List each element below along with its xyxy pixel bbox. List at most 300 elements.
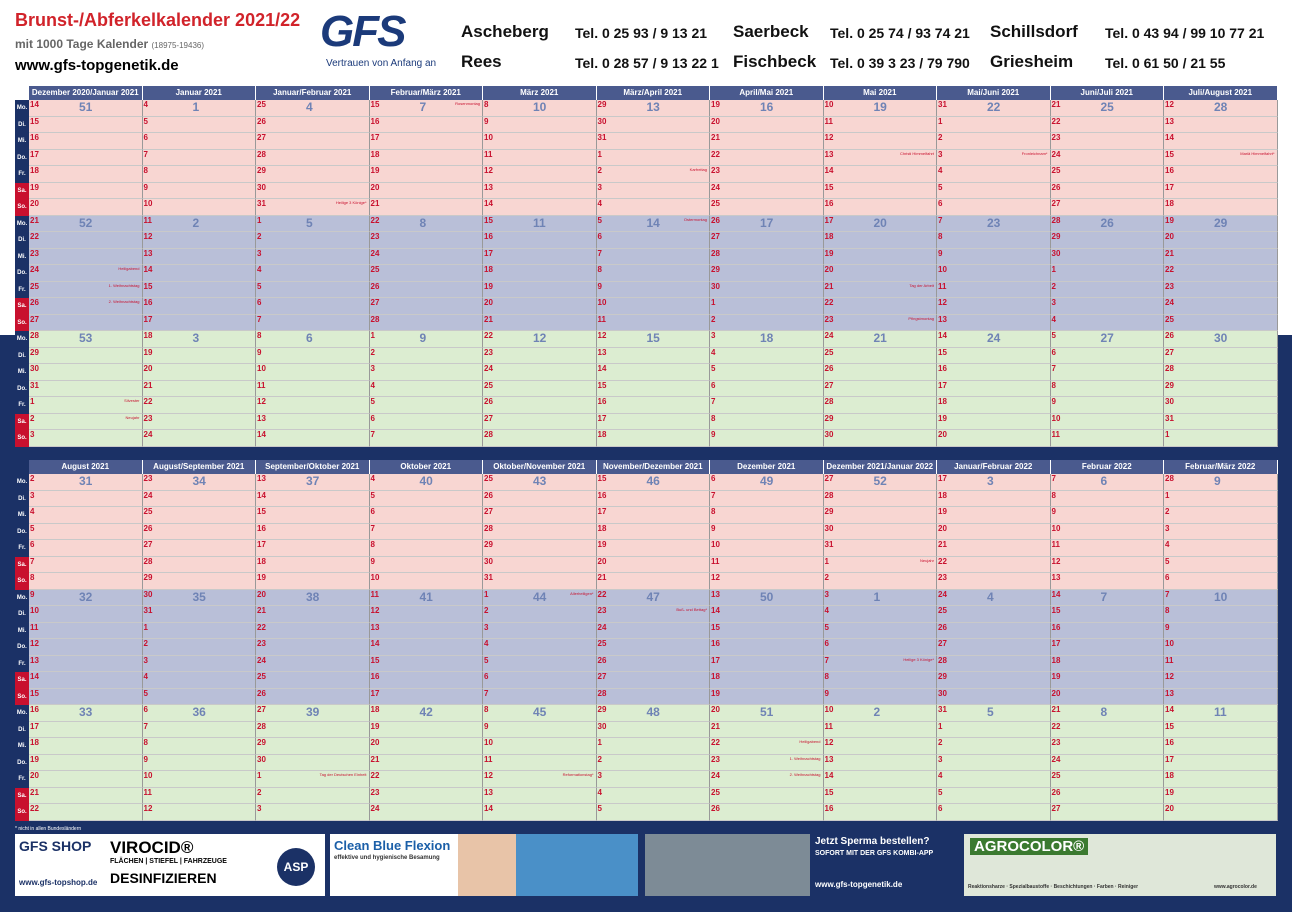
day-cell[interactable] — [256, 166, 370, 183]
day-cell[interactable] — [483, 656, 597, 673]
day-cell[interactable] — [256, 414, 370, 431]
day-cell[interactable] — [824, 381, 938, 398]
day-cell[interactable] — [256, 315, 370, 332]
day-cell[interactable] — [1051, 150, 1165, 167]
day-cell[interactable] — [597, 282, 711, 299]
website-link[interactable]: www.gfs-topgenetik.de — [15, 57, 179, 74]
day-cell[interactable] — [143, 381, 257, 398]
day-cell[interactable] — [597, 722, 711, 739]
day-cell[interactable] — [824, 606, 938, 623]
day-cell[interactable] — [370, 397, 484, 414]
day-cell[interactable] — [937, 117, 1051, 134]
day-cell[interactable] — [937, 397, 1051, 414]
day-cell[interactable] — [1051, 755, 1165, 772]
day-cell[interactable] — [710, 331, 824, 348]
day-cell[interactable] — [256, 672, 370, 689]
day-cell[interactable] — [370, 249, 484, 266]
day-cell[interactable] — [143, 199, 257, 216]
day-cell[interactable] — [597, 381, 711, 398]
day-cell[interactable] — [710, 722, 824, 739]
day-cell[interactable] — [143, 557, 257, 574]
day-cell[interactable] — [256, 117, 370, 134]
day-cell[interactable] — [1164, 282, 1278, 299]
day-cell[interactable] — [710, 689, 824, 706]
day-cell[interactable] — [937, 133, 1051, 150]
day-cell[interactable] — [1164, 573, 1278, 590]
day-cell[interactable] — [824, 474, 938, 491]
day-cell[interactable] — [1164, 639, 1278, 656]
day-cell[interactable] — [483, 414, 597, 431]
day-cell[interactable] — [710, 804, 824, 821]
day-cell[interactable] — [143, 150, 257, 167]
day-cell[interactable] — [29, 722, 143, 739]
day-cell[interactable] — [937, 199, 1051, 216]
day-cell[interactable] — [710, 249, 824, 266]
day-cell[interactable] — [937, 166, 1051, 183]
day-cell[interactable] — [937, 491, 1051, 508]
day-cell[interactable] — [1164, 606, 1278, 623]
day-cell[interactable] — [29, 282, 143, 299]
day-cell[interactable] — [483, 738, 597, 755]
day-cell[interactable] — [1164, 315, 1278, 332]
day-cell[interactable] — [370, 199, 484, 216]
day-cell[interactable] — [256, 282, 370, 299]
day-cell[interactable] — [483, 150, 597, 167]
day-cell[interactable] — [1164, 348, 1278, 365]
day-cell[interactable] — [597, 133, 711, 150]
day-cell[interactable] — [143, 623, 257, 640]
day-cell[interactable] — [29, 397, 143, 414]
day-cell[interactable] — [1051, 183, 1165, 200]
day-cell[interactable] — [937, 298, 1051, 315]
day-cell[interactable] — [710, 430, 824, 447]
day-cell[interactable] — [143, 507, 257, 524]
day-cell[interactable] — [370, 672, 484, 689]
day-cell[interactable] — [597, 491, 711, 508]
day-cell[interactable] — [256, 804, 370, 821]
day-cell[interactable] — [1164, 150, 1278, 167]
day-cell[interactable] — [1164, 397, 1278, 414]
day-cell[interactable] — [824, 788, 938, 805]
day-cell[interactable] — [597, 804, 711, 821]
day-cell[interactable] — [1051, 656, 1165, 673]
day-cell[interactable] — [937, 282, 1051, 299]
day-cell[interactable] — [710, 414, 824, 431]
day-cell[interactable] — [710, 232, 824, 249]
day-cell[interactable] — [937, 381, 1051, 398]
day-cell[interactable] — [1051, 722, 1165, 739]
day-cell[interactable] — [597, 606, 711, 623]
day-cell[interactable] — [1051, 507, 1165, 524]
day-cell[interactable] — [1164, 755, 1278, 772]
day-cell[interactable] — [370, 491, 484, 508]
day-cell[interactable] — [937, 788, 1051, 805]
day-cell[interactable] — [824, 265, 938, 282]
day-cell[interactable] — [256, 397, 370, 414]
day-cell[interactable] — [256, 474, 370, 491]
day-cell[interactable] — [256, 150, 370, 167]
day-cell[interactable] — [143, 705, 257, 722]
day-cell[interactable] — [1051, 265, 1165, 282]
day-cell[interactable] — [483, 705, 597, 722]
day-cell[interactable] — [1051, 738, 1165, 755]
day-cell[interactable] — [483, 232, 597, 249]
day-cell[interactable] — [143, 474, 257, 491]
day-cell[interactable] — [483, 672, 597, 689]
day-cell[interactable] — [937, 656, 1051, 673]
day-cell[interactable] — [143, 232, 257, 249]
day-cell[interactable] — [370, 282, 484, 299]
day-cell[interactable] — [937, 606, 1051, 623]
day-cell[interactable] — [1164, 788, 1278, 805]
day-cell[interactable] — [370, 298, 484, 315]
day-cell[interactable] — [370, 183, 484, 200]
day-cell[interactable] — [1051, 573, 1165, 590]
day-cell[interactable] — [483, 249, 597, 266]
day-cell[interactable] — [370, 381, 484, 398]
day-cell[interactable] — [483, 590, 597, 607]
day-cell[interactable] — [370, 331, 484, 348]
day-cell[interactable] — [597, 540, 711, 557]
day-cell[interactable] — [710, 755, 824, 772]
day-cell[interactable] — [370, 623, 484, 640]
day-cell[interactable] — [483, 771, 597, 788]
day-cell[interactable] — [710, 298, 824, 315]
day-cell[interactable] — [824, 672, 938, 689]
day-cell[interactable] — [483, 491, 597, 508]
day-cell[interactable] — [1164, 524, 1278, 541]
day-cell[interactable] — [937, 150, 1051, 167]
day-cell[interactable] — [143, 788, 257, 805]
day-cell[interactable] — [143, 689, 257, 706]
day-cell[interactable] — [483, 298, 597, 315]
day-cell[interactable] — [29, 656, 143, 673]
day-cell[interactable] — [710, 656, 824, 673]
day-cell[interactable] — [143, 524, 257, 541]
day-cell[interactable] — [29, 788, 143, 805]
day-cell[interactable] — [143, 573, 257, 590]
day-cell[interactable] — [1164, 199, 1278, 216]
day-cell[interactable] — [597, 232, 711, 249]
day-cell[interactable] — [370, 524, 484, 541]
day-cell[interactable] — [824, 771, 938, 788]
day-cell[interactable] — [29, 804, 143, 821]
day-cell[interactable] — [824, 755, 938, 772]
day-cell[interactable] — [143, 315, 257, 332]
day-cell[interactable] — [1164, 216, 1278, 233]
day-cell[interactable] — [483, 199, 597, 216]
day-cell[interactable] — [29, 232, 143, 249]
day-cell[interactable] — [29, 166, 143, 183]
day-cell[interactable] — [1051, 788, 1165, 805]
day-cell[interactable] — [1164, 804, 1278, 821]
day-cell[interactable] — [1164, 771, 1278, 788]
day-cell[interactable] — [937, 524, 1051, 541]
day-cell[interactable] — [597, 100, 711, 117]
day-cell[interactable] — [824, 315, 938, 332]
day-cell[interactable] — [1051, 672, 1165, 689]
day-cell[interactable] — [1051, 364, 1165, 381]
day-cell[interactable] — [256, 265, 370, 282]
day-cell[interactable] — [710, 166, 824, 183]
day-cell[interactable] — [1051, 804, 1165, 821]
day-cell[interactable] — [29, 100, 143, 117]
day-cell[interactable] — [824, 414, 938, 431]
day-cell[interactable] — [256, 216, 370, 233]
day-cell[interactable] — [29, 672, 143, 689]
day-cell[interactable] — [824, 331, 938, 348]
day-cell[interactable] — [710, 183, 824, 200]
day-cell[interactable] — [1051, 282, 1165, 299]
day-cell[interactable] — [256, 199, 370, 216]
day-cell[interactable] — [1051, 298, 1165, 315]
day-cell[interactable] — [824, 491, 938, 508]
day-cell[interactable] — [29, 265, 143, 282]
day-cell[interactable] — [597, 590, 711, 607]
ad-gfs-kombi-app[interactable] — [645, 834, 957, 896]
day-cell[interactable] — [824, 397, 938, 414]
day-cell[interactable] — [937, 331, 1051, 348]
day-cell[interactable] — [824, 722, 938, 739]
day-cell[interactable] — [710, 133, 824, 150]
day-cell[interactable] — [1051, 430, 1165, 447]
day-cell[interactable] — [1164, 298, 1278, 315]
day-cell[interactable] — [824, 507, 938, 524]
day-cell[interactable] — [256, 430, 370, 447]
day-cell[interactable] — [143, 755, 257, 772]
day-cell[interactable] — [937, 771, 1051, 788]
day-cell[interactable] — [597, 672, 711, 689]
day-cell[interactable] — [483, 133, 597, 150]
day-cell[interactable] — [597, 249, 711, 266]
day-cell[interactable] — [483, 540, 597, 557]
day-cell[interactable] — [256, 573, 370, 590]
day-cell[interactable] — [710, 199, 824, 216]
day-cell[interactable] — [370, 738, 484, 755]
day-cell[interactable] — [29, 249, 143, 266]
day-cell[interactable] — [710, 738, 824, 755]
day-cell[interactable] — [710, 100, 824, 117]
day-cell[interactable] — [29, 150, 143, 167]
day-cell[interactable] — [256, 381, 370, 398]
day-cell[interactable] — [937, 265, 1051, 282]
day-cell[interactable] — [710, 540, 824, 557]
day-cell[interactable] — [937, 430, 1051, 447]
day-cell[interactable] — [256, 331, 370, 348]
day-cell[interactable] — [29, 623, 143, 640]
day-cell[interactable] — [597, 656, 711, 673]
day-cell[interactable] — [29, 315, 143, 332]
day-cell[interactable] — [710, 282, 824, 299]
day-cell[interactable] — [1164, 672, 1278, 689]
day-cell[interactable] — [143, 540, 257, 557]
day-cell[interactable] — [824, 639, 938, 656]
day-cell[interactable] — [256, 606, 370, 623]
day-cell[interactable] — [143, 249, 257, 266]
day-cell[interactable] — [937, 689, 1051, 706]
day-cell[interactable] — [256, 738, 370, 755]
day-cell[interactable] — [1051, 232, 1165, 249]
day-cell[interactable] — [710, 590, 824, 607]
day-cell[interactable] — [483, 722, 597, 739]
ad-agrocolor[interactable] — [964, 834, 1276, 896]
day-cell[interactable] — [370, 705, 484, 722]
day-cell[interactable] — [256, 348, 370, 365]
day-cell[interactable] — [597, 573, 711, 590]
day-cell[interactable] — [597, 639, 711, 656]
day-cell[interactable] — [710, 507, 824, 524]
day-cell[interactable] — [1051, 414, 1165, 431]
day-cell[interactable] — [937, 414, 1051, 431]
day-cell[interactable] — [29, 590, 143, 607]
day-cell[interactable] — [370, 166, 484, 183]
day-cell[interactable] — [1164, 133, 1278, 150]
day-cell[interactable] — [370, 507, 484, 524]
day-cell[interactable] — [710, 491, 824, 508]
day-cell[interactable] — [937, 755, 1051, 772]
day-cell[interactable] — [1051, 166, 1165, 183]
day-cell[interactable] — [143, 282, 257, 299]
day-cell[interactable] — [710, 623, 824, 640]
day-cell[interactable] — [29, 573, 143, 590]
day-cell[interactable] — [1164, 364, 1278, 381]
day-cell[interactable] — [370, 804, 484, 821]
day-cell[interactable] — [256, 232, 370, 249]
day-cell[interactable] — [710, 150, 824, 167]
day-cell[interactable] — [1051, 639, 1165, 656]
day-cell[interactable] — [370, 216, 484, 233]
day-cell[interactable] — [143, 738, 257, 755]
day-cell[interactable] — [1164, 249, 1278, 266]
day-cell[interactable] — [1164, 722, 1278, 739]
day-cell[interactable] — [597, 331, 711, 348]
day-cell[interactable] — [824, 705, 938, 722]
day-cell[interactable] — [370, 315, 484, 332]
day-cell[interactable] — [256, 590, 370, 607]
day-cell[interactable] — [597, 623, 711, 640]
day-cell[interactable] — [29, 216, 143, 233]
day-cell[interactable] — [824, 183, 938, 200]
day-cell[interactable] — [256, 656, 370, 673]
day-cell[interactable] — [143, 364, 257, 381]
day-cell[interactable] — [29, 705, 143, 722]
day-cell[interactable] — [29, 524, 143, 541]
day-cell[interactable] — [483, 282, 597, 299]
day-cell[interactable] — [1051, 771, 1165, 788]
day-cell[interactable] — [937, 364, 1051, 381]
day-cell[interactable] — [256, 524, 370, 541]
day-cell[interactable] — [370, 348, 484, 365]
day-cell[interactable] — [824, 738, 938, 755]
day-cell[interactable] — [29, 414, 143, 431]
day-cell[interactable] — [483, 348, 597, 365]
day-cell[interactable] — [483, 788, 597, 805]
day-cell[interactable] — [824, 540, 938, 557]
day-cell[interactable] — [937, 738, 1051, 755]
day-cell[interactable] — [143, 397, 257, 414]
day-cell[interactable] — [143, 298, 257, 315]
day-cell[interactable] — [29, 183, 143, 200]
day-cell[interactable] — [1164, 557, 1278, 574]
day-cell[interactable] — [710, 348, 824, 365]
day-cell[interactable] — [1164, 331, 1278, 348]
day-cell[interactable] — [937, 100, 1051, 117]
day-cell[interactable] — [710, 557, 824, 574]
day-cell[interactable] — [29, 364, 143, 381]
day-cell[interactable] — [824, 117, 938, 134]
day-cell[interactable] — [143, 265, 257, 282]
day-cell[interactable] — [29, 755, 143, 772]
day-cell[interactable] — [597, 738, 711, 755]
day-cell[interactable] — [370, 100, 484, 117]
day-cell[interactable] — [143, 430, 257, 447]
day-cell[interactable] — [483, 639, 597, 656]
day-cell[interactable] — [597, 507, 711, 524]
day-cell[interactable] — [1051, 705, 1165, 722]
day-cell[interactable] — [143, 414, 257, 431]
day-cell[interactable] — [483, 557, 597, 574]
day-cell[interactable] — [143, 804, 257, 821]
day-cell[interactable] — [1051, 381, 1165, 398]
day-cell[interactable] — [824, 199, 938, 216]
day-cell[interactable] — [370, 573, 484, 590]
day-cell[interactable] — [1164, 738, 1278, 755]
day-cell[interactable] — [1051, 623, 1165, 640]
day-cell[interactable] — [29, 298, 143, 315]
day-cell[interactable] — [824, 216, 938, 233]
day-cell[interactable] — [597, 705, 711, 722]
day-cell[interactable] — [710, 771, 824, 788]
day-cell[interactable] — [29, 557, 143, 574]
day-cell[interactable] — [370, 557, 484, 574]
day-cell[interactable] — [1051, 315, 1165, 332]
day-cell[interactable] — [29, 199, 143, 216]
day-cell[interactable] — [1051, 133, 1165, 150]
day-cell[interactable] — [937, 639, 1051, 656]
day-cell[interactable] — [1164, 705, 1278, 722]
day-cell[interactable] — [937, 232, 1051, 249]
day-cell[interactable] — [370, 788, 484, 805]
day-cell[interactable] — [483, 689, 597, 706]
day-cell[interactable] — [1164, 381, 1278, 398]
day-cell[interactable] — [483, 364, 597, 381]
day-cell[interactable] — [1051, 249, 1165, 266]
day-cell[interactable] — [256, 507, 370, 524]
day-cell[interactable] — [256, 639, 370, 656]
day-cell[interactable] — [370, 639, 484, 656]
day-cell[interactable] — [1051, 348, 1165, 365]
day-cell[interactable] — [937, 540, 1051, 557]
ad-gfs-shop-virocid[interactable] — [15, 834, 325, 896]
day-cell[interactable] — [937, 722, 1051, 739]
day-cell[interactable] — [824, 348, 938, 365]
day-cell[interactable] — [370, 232, 484, 249]
day-cell[interactable] — [824, 656, 938, 673]
day-cell[interactable] — [597, 117, 711, 134]
day-cell[interactable] — [824, 689, 938, 706]
day-cell[interactable] — [937, 216, 1051, 233]
day-cell[interactable] — [483, 381, 597, 398]
day-cell[interactable] — [29, 689, 143, 706]
day-cell[interactable] — [370, 656, 484, 673]
day-cell[interactable] — [597, 315, 711, 332]
day-cell[interactable] — [597, 364, 711, 381]
day-cell[interactable] — [1164, 117, 1278, 134]
day-cell[interactable] — [370, 771, 484, 788]
day-cell[interactable] — [937, 590, 1051, 607]
day-cell[interactable] — [710, 573, 824, 590]
day-cell[interactable] — [370, 117, 484, 134]
